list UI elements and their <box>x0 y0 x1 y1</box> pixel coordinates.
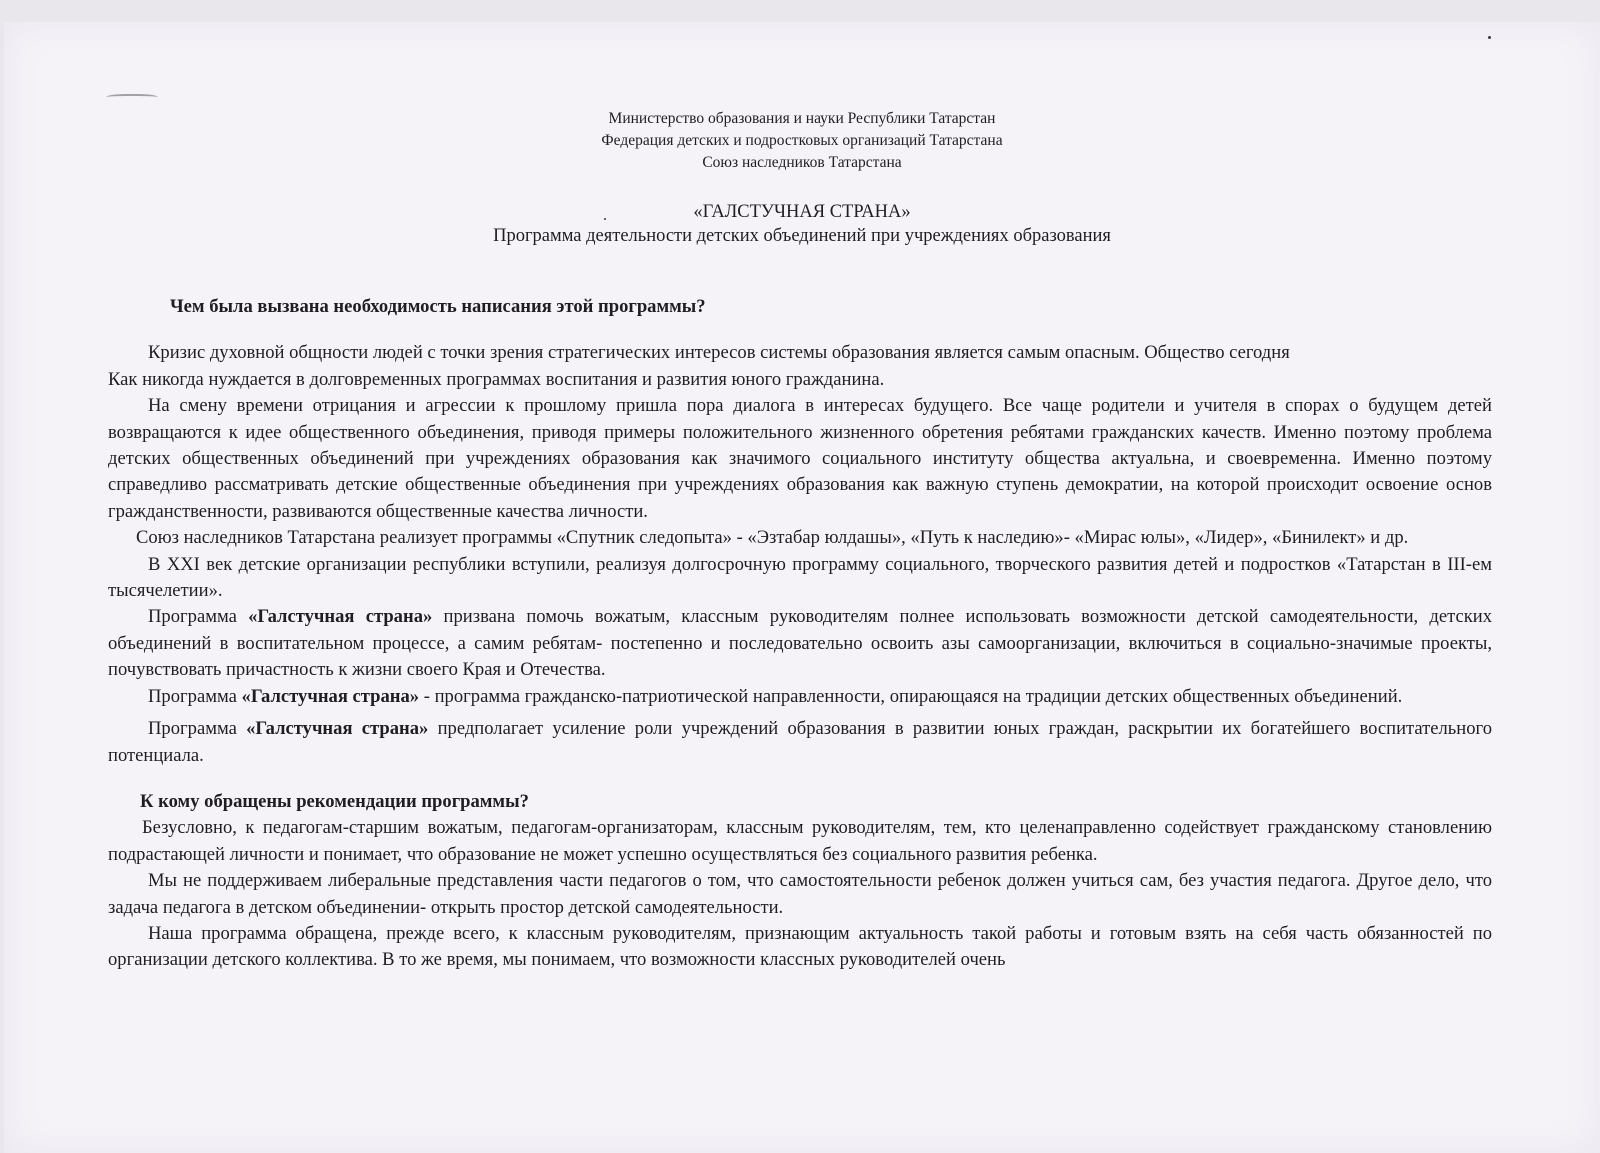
section-heading-necessity: Чем была вызвана необходимость написания этой программы? <box>170 296 706 317</box>
paragraph: Кризис духовной общности людей с точки зрения стратегических интересов системы образования является самым опасным. Общество сегодня <box>148 342 1290 364</box>
paragraph: Как никогда нуждается в долговременных программах воспитания и развития юного гражданина. <box>108 368 885 390</box>
paragraph: Безусловно, к педагогам-старшим вожатым, педагогам-организаторам, классным руководителям, тем, кто целенаправленно содействует гражданскому становлению подрастающей личности и понимает, что образование не может успешно осуществляться без социального развития ребенка. <box>108 817 1492 865</box>
document-subtitle: Программа деятельности детских объединений при учреждениях образования <box>493 226 1111 246</box>
organization-header <box>4 108 1600 174</box>
program-word: Программа <box>148 718 237 740</box>
section-heading-audience: К кому обращены рекомендации программы? <box>140 790 529 812</box>
paragraph-text: призвана помочь вожатым, классным руководителям полнее использовать возможности детской самодеятельности, детских объединений в воспитательном процессе, а самим ребятам- постепенно и последовательно освоить азы самоорганизации, включиться в социально-значимые проекты, почувствовать причастность к жизни своего Края и Отечества. <box>108 606 1493 681</box>
paragraph: В XXI век детские организации республики вступили, реализуя долгосрочную программу социального, творческого развития детей и подростков «Татарстан в III-ем тысячелетии». <box>108 553 1492 602</box>
document-title: «ГАЛСТУЧНАЯ СТРАНА» <box>693 202 911 222</box>
program-name: «Галстучная страна» <box>248 606 433 628</box>
document-page <box>4 22 1600 1153</box>
paragraph: Наша программа обращена, прежде всего, к классным руководителям, признающим актуальность такой работы и готовым взять на себя часть обязанностей по организации детского коллектива. В то же время, мы понимаем, что возможности классных руководителей очень <box>108 922 1492 971</box>
ministry-line: Министерство образования и науки Республики Татарстан <box>608 110 996 127</box>
document-body <box>108 294 1492 974</box>
program-word: Программа <box>148 606 237 628</box>
paragraph <box>108 716 1492 769</box>
paragraph-text: - программа гражданско-патриотической направленности, опирающаяся на традиции детских общественных объединений. <box>423 685 1403 707</box>
program-name: «Галстучная страна» <box>246 718 429 740</box>
union-line: Союз наследников Татарстана <box>702 154 902 171</box>
program-word: Программа <box>148 685 237 707</box>
paragraph <box>108 684 1492 710</box>
federation-line: Федерация детских и подростковых организаций Татарстана <box>601 132 1003 149</box>
scan-speck <box>1488 36 1491 39</box>
program-name: «Галстучная страна» <box>241 685 420 707</box>
paragraph: Мы не поддерживаем либеральные представления части педагогов о том, что самостоятельности ребенок должен учиться сам, без участия педагога. Другое дело, что задача педагога в детском объединении- открыть простор детской самодеятельности. <box>108 870 1492 918</box>
document-title-block <box>4 200 1600 248</box>
paragraph: На смену времени отрицания и агрессии к прошлому пришла пора диалога в интересах будущего. Все чаще родители и учителя в спорах о будущем детей возвращаются к идее общественного объединения, приводя примеры положительного жизненного обретения ребятами гражданских качеств. Именно поэтому проблема детских общественных объединений при учреждениях образования как значимого социального институту общества актуальна, и своевременна. Именно поэтому справедливо рассматривать детские общественные объединения при учреждениях образования как важную ступень демократии, на которой происходит освоение основ гражданственности, развиваются общественные качества личности. <box>108 395 1492 522</box>
paragraph <box>108 604 1492 683</box>
pen-mark <box>106 94 158 102</box>
paragraph: Союз наследников Татарстана реализует программы «Спутник следопыта» - «Эзтабар юлдашы», «Путь к наследию»- «Мирас юлы», «Лидер», «Бинилект» и др. <box>136 527 1409 549</box>
paragraph-text: предполагает усиление роли учреждений образования в развитии юных граждан, раскрытии их богатейшего воспитательного потенциала. <box>108 718 1492 766</box>
